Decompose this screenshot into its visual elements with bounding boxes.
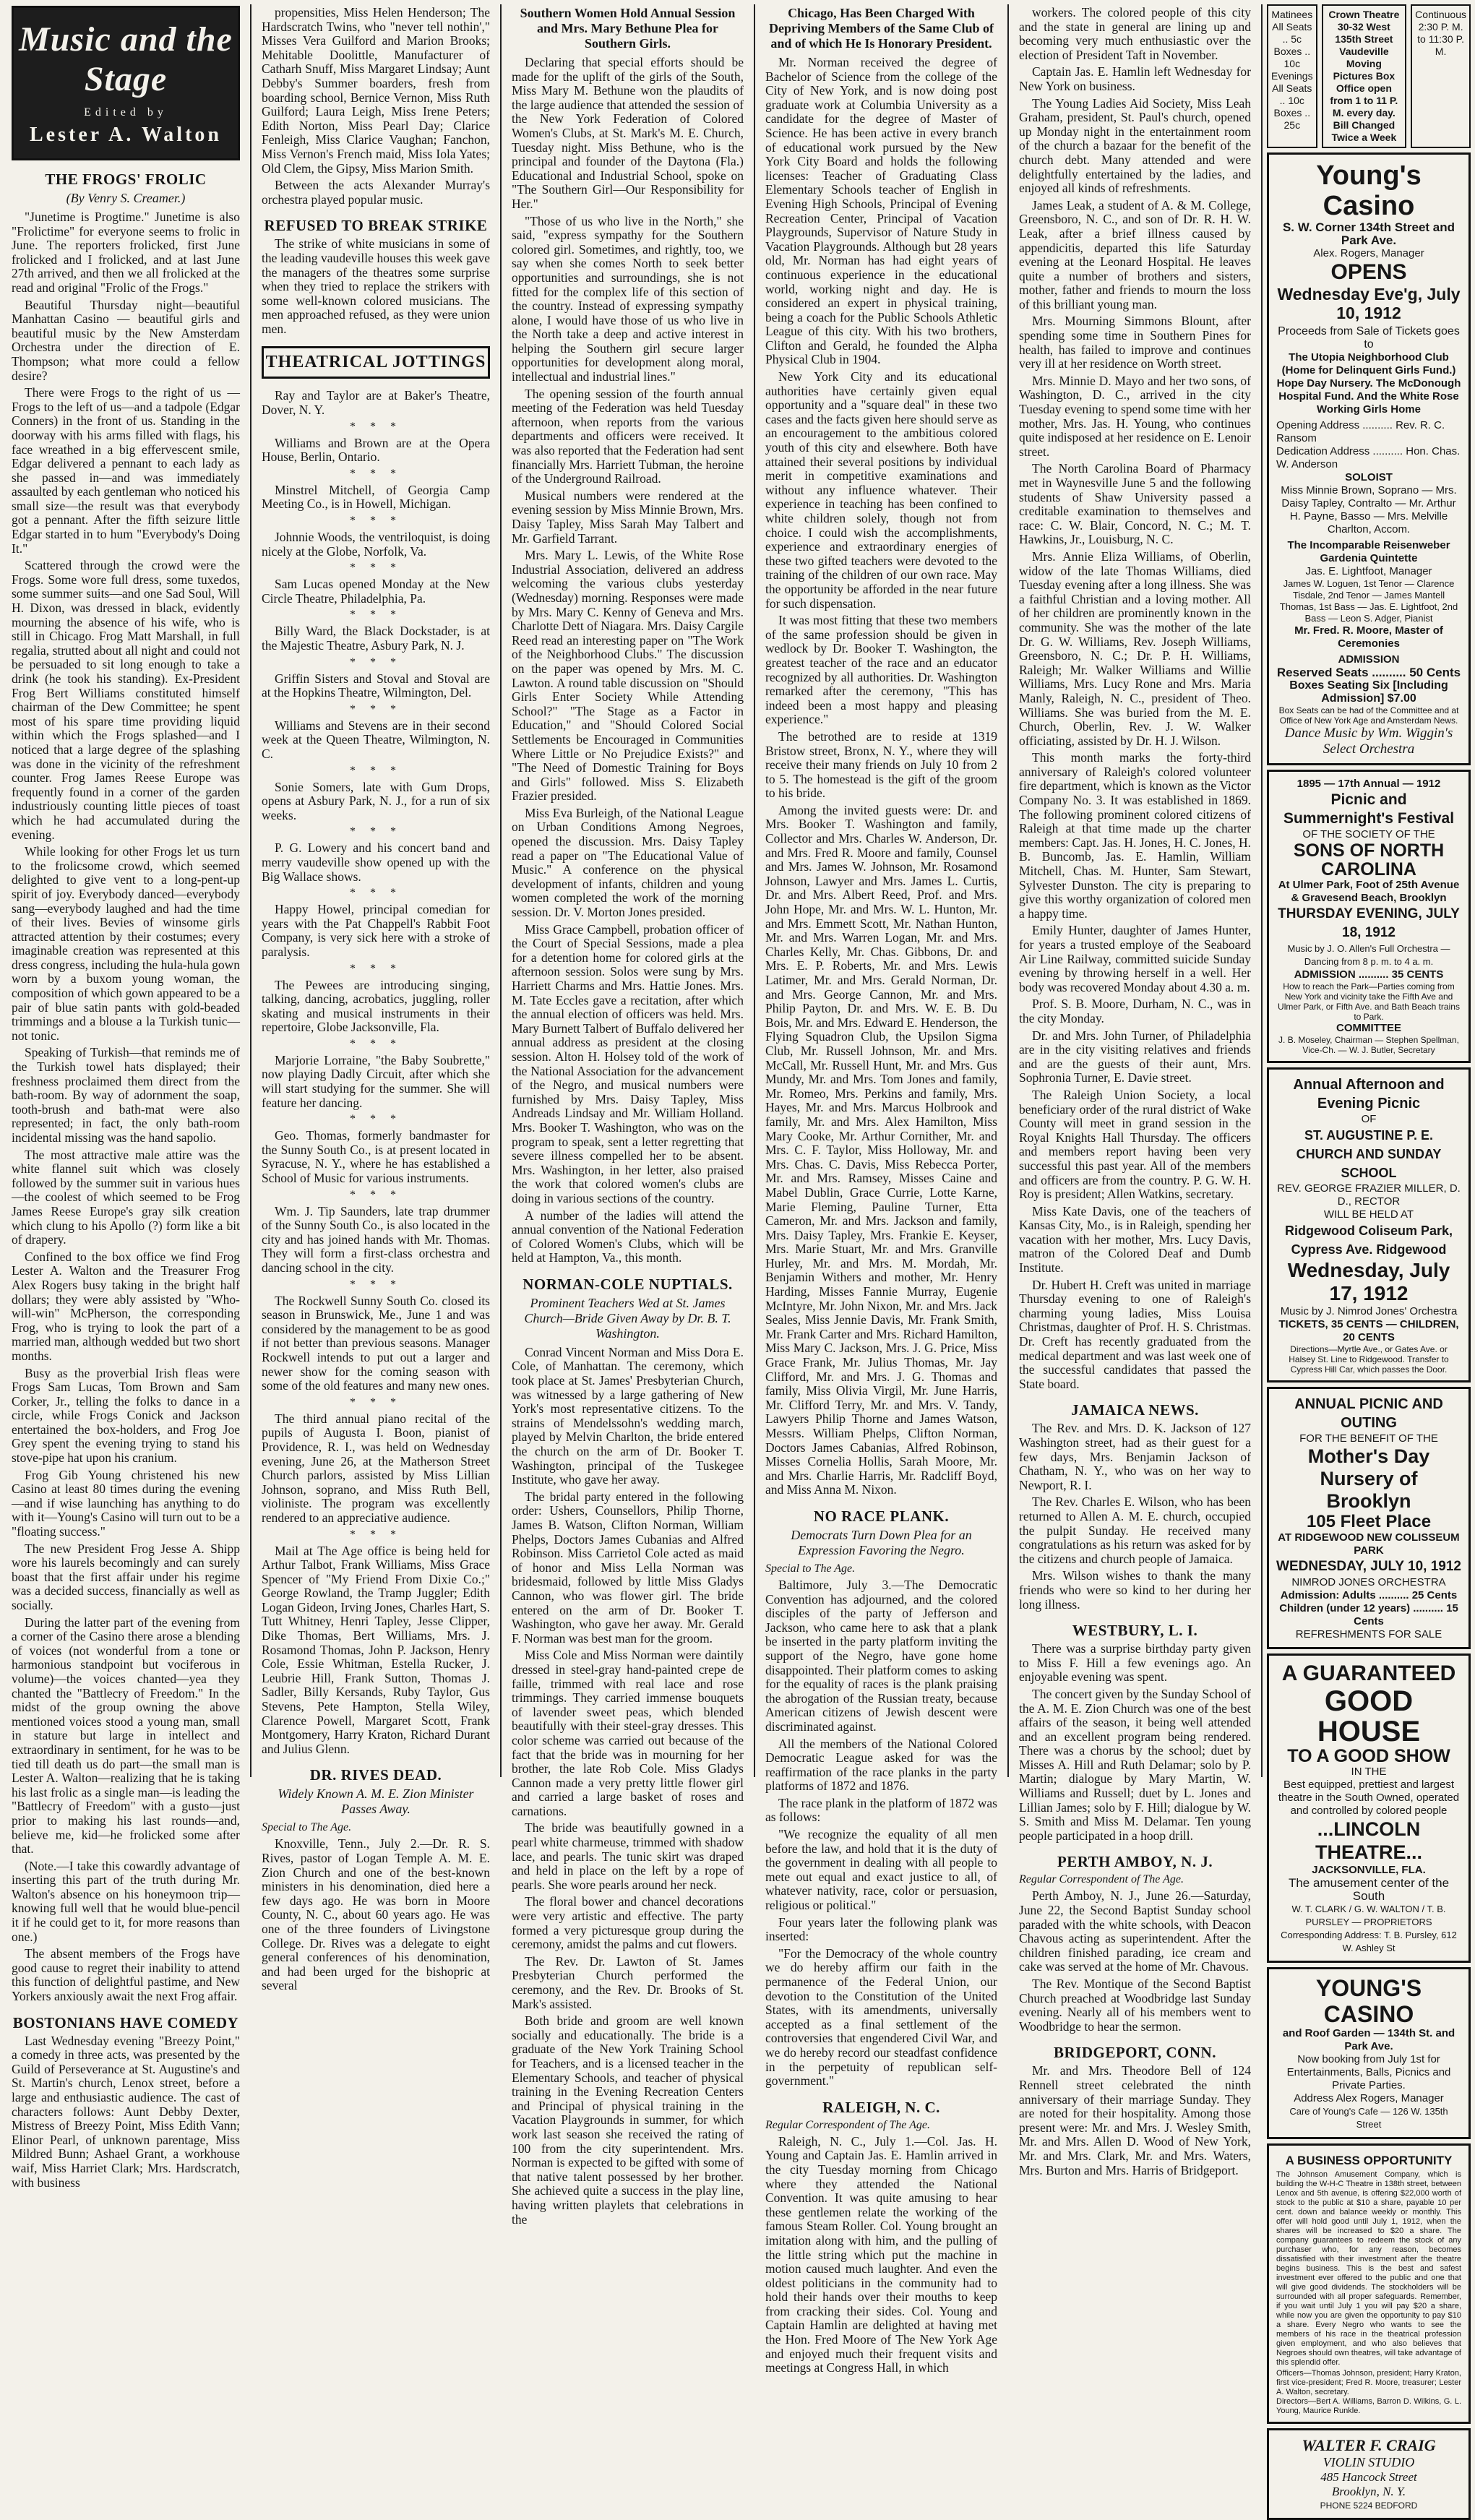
rives-dateline: Special to The Age. (262, 1821, 352, 1834)
masthead-editor: Lester A. Walton (30, 124, 222, 146)
paragraph: The betrothed are to reside at 1319 Bristow street, Bronx, N. Y., where they will receive their many friends on July 10 from 2 to 5. The homestead is the gift of the groom to his bride. (765, 728, 997, 801)
paragraph: Mrs. Minnie D. Mayo and her two sons, of Washington, D. C., arrived in the city Tuesday evening to spend some time with her mother, Mrs. Jas. H. Young, who continues quite indisposed at her residence on E. Lenoir street. (1019, 373, 1251, 459)
rives-subheadline: Widely Known A. M. E. Zion Minister Passes Away. (278, 1786, 474, 1817)
race-plank-headline: NO RACE PLANK. (813, 1507, 950, 1525)
picnic1-of: OF THE SOCIETY OF THE (1302, 828, 1435, 840)
picnic1-directions: How to reach the Park—Parties coming from New York and vicinity take the Fifth Ave and Ulmer Park, or Fifth Ave. and Bath Beach trains to Park. (1278, 981, 1460, 1022)
paragraph: Baltimore, July 3.—The Democratic Convention has adjourned, and the colored disciples of the party of Jefferson and Jackson, who came here to ask that a plank be inserted in the party platform inviting the support of the Negro, have gone home disappointed. Their platform comes to asking for the equality of races is the plank praising the abrogation of the Russian treaty, because American citizens of Jewish descent were discriminated against. (765, 1577, 997, 1734)
paragraph: This month marks the forty-third anniversary of Raleigh's colored volunteer fire department, which is known as the Victor Company No. 3. It was established in 1869. The following prominent colored citizens of Raleigh at that time made up the charter members: Capt. Jas. H. Jones, H. C. Jones, H. B. Buncomb, Jas. E. Hamlin, William Mitchell, Chas. M. Hunter, Sam Stewart, Sylvester Dunston. The city is preparing to give this worthy organization of colored men a happy time. (1019, 750, 1251, 921)
race-plank-dateline: Special to The Age. (765, 1562, 856, 1575)
bridgeport-headline: BRIDGEPORT, CONN. (1054, 2044, 1216, 2062)
craig-name: WALTER F. CRAIG (1302, 2436, 1436, 2454)
casino-soloists-label: SOLOIST (1345, 471, 1393, 483)
paragraph: A number of the ladies will attend the annual convention of the National Federation of Colored Women's Clubs, which will be held at Hampton, Va., this month. (512, 1208, 744, 1265)
perth-amboy-dateline: Regular Correspondent of The Age. (1019, 1873, 1184, 1886)
paragraph: "Junetime is Progtime." Junetime is also "Frolictime" for everyone seems to frolic in June. The reporters frolicked, first June frolicked and I frolicked, and at last June 27th arrived, and then we all frolicked at the read and original "Frolic of the Frogs." (12, 210, 240, 295)
paragraph: Musical numbers were rendered at the evening session by Miss Minnie Brown, Mrs. Daisy Tapley, Miss Sarah May Talbert and Mr. Garfield Tarrant. (512, 488, 744, 546)
paragraph: Miss Eva Burleigh, of the National League on Urban Conditions Among Negroes, opened the discussion. Mrs. Daisy Tapley read a paper on "The Educational Value of Music." A conference on the physical development of infants, children and young women completed the work of the morning session. Dr. V. Morton Jones presided. (512, 805, 744, 920)
paragraph: "We recognize the equality of all men before the law, and hold that it is the duty of the government in dealing with all people to mete out equal and exact justice to all, of whatever nativity, race, color or persuasion, religious or political." (765, 1827, 997, 1913)
paragraph: Mrs. Mary L. Lewis, of the White Rose Industrial Association, delivered an address welcoming the various clubs yesterday (Wednesday) morning. Responses were made by Mrs. Mary C. Kenny of Geneva and Mrs. Charlotte Dett of Niagara. Mrs. Daisy Cargile Reed read an interesting paper on "The Work of the Neighborhood Clubs." The discussion on the paper was opened by Mrs. M. C. Lawton. A round table discussion on "Should Girls Enter Society While Attending School?" "The Stage as a Factor in Education," and "Should Colored Social Settlements be Encouraged in Communities Where Little or No Prejudice Exists?" and "The Need of Domestic Training for Boys and Girls" followed. Miss S. Elizabeth Frazier presided. (512, 548, 744, 804)
perth-amboy-headline: PERTH AMBOY, N. J. (1057, 1853, 1213, 1871)
casino-box-note: Box Seats can be had of the Committee and at Office of New York Age and Amsterdam News. (1278, 705, 1459, 726)
federation-subheadline: Southern Women Hold Annual Session and Mrs. Mary Bethune Plea for Southern Girls. (520, 6, 736, 51)
paragraph: The Rev. Charles E. Wilson, who has been returned to Allen A. M. E. church, occupied the pulpit Sunday. He received many congratulations as his return was asked for by the citizens and church people of Jamaica. (1019, 1495, 1251, 1566)
paragraph: Conrad Vincent Norman and Miss Dora E. Cole, of Manhattan. The ceremony, which took place at St. James' Presbyterian Church, was witnessed by a large gathering of New York's most representative citizens. To the strains of Mendelssohn's wedding march, played by Melvin Charlton, the bride entered the church on the arm of Dr. Booker T. Washington, principal of the Tuskegee Institute, who gave her away. (512, 1344, 744, 1487)
paragraph: Scattered through the crowd were the Frogs. Some wore full dress, some tuxedos, some summer suits—and one Sad Soul, Will H. Dixon, was dressed in black, evidently mourning the absence of his wife, who is still in Chicago. Frog Matt Marshall, in full regalia, strutted about all night and could not be persuaded to sit long enough to take a drink (he took his standing). Ex-President Frog Bert Williams constituted himself chairman of the Dew Committee; he spent most of his spare time providing liquid within which the Frogs splashed—and I noticed that a large degree of the splashing was done in the vicinity of the refreshment counter. Frog James Reese Europe was frequently found in a corner of the garden industriously counting little pieces of toast which he had accumulated during the evening. (12, 558, 240, 842)
paragraph: Four years later the following plank was inserted: (765, 1914, 997, 1944)
jotting-item: Johnnie Woods, the ventriloquist, is doing nicely at the Globe, Norfolk, Va. (262, 530, 490, 559)
picnic3-refreshments: REFRESHMENTS FOR SALE (1295, 1628, 1442, 1640)
paragraph: During the latter part of the evening from a corner of the Casino there arose a blending of voices (not wonderful from a tone or harmonious standpoint but vociferous in volume)—the voices chanted—yea they chanted the "Battlecry of Freedom." In the midst of the group owning the above mentioned voices stood a young man, small in stature but large in intellect and extraordinary in sentiment, for he was to be tied till death us do part—the small man is Lester A. Walton—realizing that he is taking his last frolic as a single man—is leading the "Battlecry of Freedom" with a gusto—just prior to making his last rounds—and, believe me, kid—he frolicked some after that. (12, 1614, 240, 1857)
paragraph: workers. The colored people of this city and the state in general are lining up and becoming very much enthusiastic over the election of President Taft in November. (1019, 5, 1251, 62)
craig-studio: VIOLIN STUDIO (1323, 2455, 1415, 2469)
separator: * * * (350, 702, 402, 715)
paragraph: Emily Hunter, daughter of James Hunter, for years a trusted employe of the Seaboard Air Line Railway, committed suicide Sunday evening by throwing herself in a well. Her body was recovered Monday about 4.30 a. m. (1019, 923, 1251, 994)
paragraph: The concert given by the Sunday School of the A. M. E. Zion Church was one of the best affairs of the season, it being well attended and an excellent program being rendered. There was a chorus by the school; duet by Misses A. Hill and Ruth Delamar; solo by P. Martin; dialogue by Mary Martin, W. Williams and Russell; duet by L. Jones and Lillian James; solo by F. Hill; dialogue by W. S. Smith and Miss M. Delamar. Ten young people participated in a hoop drill. (1019, 1686, 1251, 1843)
jotting-item: Griffin Sisters and Stoval and Stoval are at the Hopkins Theatre, Wilmington, Del. (262, 671, 490, 700)
picnic2-music: Music by J. Nimrod Jones' Orchestra (1280, 1305, 1458, 1317)
paragraph: Speaking of Turkish—that reminds me of the Turkish towel hats displayed; their freshness proclaimed them direct from the bath-room. By way of adornment the soap, tooth-brush and bath-mat were also represented; in fact, the only bath-room incidental missing was the hand sapolio. (12, 1045, 240, 1145)
lincoln-center: The amusement center of the South (1288, 1876, 1450, 1903)
picnic2-held: WILL BE HELD AT (1323, 1208, 1414, 1221)
separator: * * * (350, 1528, 402, 1541)
picnic1-title: Picnic and Summernight's Festival (1283, 791, 1455, 827)
casino-beneficiaries: The Utopia Neighborhood Club (Home for Delinquent Girls Fund.) Hope Day Nursery. The McDonough Hospital Fund. And the White Rose Working Girls Home (1276, 351, 1461, 416)
paragraph: Raleigh, N. C., July 1.—Col. Jas. H. Young and Captain Jas. E. Hamlin arrived in the city Tuesday morning from Chicago where they attended the National Convention. It was quite amusing to hear these gentlemen relate the working of the famous Steam Roller. Col. Young brought an imitation along with him, and the pulling of the little string which put the machine in motion caused much laughter. And even the oldest politicians in the community had to hold their hands over their mouths to keep from cracking their sides. Col. Young and Captain Hamlin are delighted at having met the Hon. Fred Moore of The New York Age and enjoyed much their frequent visits and meetings at Congress Hall, in which (765, 2133, 997, 2375)
casino-quintette: The Incomparable Reisenweber Gardenia Quintette (1287, 539, 1450, 564)
paragraph: There were Frogs to the right of us —Frogs to the left of us—and a tadpole (Edgar Conners) in the front of us. Standing in the doorway with his arms filled with flags, his face wreathed in a big effervescent smile, Edgar delivered a pennant to each lady as she passed in—and was immediately assaulted by each gentleman who noticed his small size—the result was that everybody got a pennant. After the fifth seizure little Edgar started in to hum "Everybody's Doing It." (12, 385, 240, 556)
separator: * * * (350, 825, 402, 838)
jotting-item: Happy Howel, principal comedian for years with the Pat Chappell's Rabbit Foot Company, is very sick here with a stroke of paralysis. (262, 902, 490, 959)
westbury-headline: WESTBURY, L. I. (1072, 1622, 1198, 1640)
raleigh-dateline: Regular Correspondent of The Age. (765, 2118, 930, 2131)
paragraph: The absent members of the Frogs have good cause to regret their inability to attend this function of delightful pastime, and New Yorkers anxiously await the next Frog affair. (12, 1946, 240, 2004)
jotting-item: The Pewees are introducing singing, talking, dancing, acrobatics, juggling, roller skating and musical instruments in their repertoire, Globe Jacksonville, Fla. (262, 977, 490, 1035)
jotting-item: Billy Ward, the Black Dockstader, is at the Majestic Theatre, Asbury Park, N. J. (262, 624, 490, 653)
paragraph: Mr. Norman received the degree of Bachelor of Science from the college of the City of New York, and is now doing post graduate work at Columbia University as a candidate for the degree of Master of Science. He has been active in every branch of educational work pursued by the New York City Board and holds the following licenses: Teacher of Graduating Class Elementary Schools teacher of English in Evening High Schools, Principal of Evening Recreation Center, Principal of Vacation Playgrounds, Supervisor of Nature Study in Vacation Playgrounds. Although but 28 years old, Mr. Norman has had eight years of continuous experience in the educational world, working night and day. He is considered an expert in physical training, being a coach for the Public Schools Athletic League of this city. With his two brothers, Clifton and Gerald, he founded the Alpha Physical Club in 1904. (765, 55, 997, 367)
picnic3-title: ANNUAL PICNIC AND OUTING (1294, 1396, 1443, 1431)
paragraph: New York City and its educational authorities have certainly given equal opportunity and a "square deal" in these two cases and the facts given here should serve as an encouragement to the ambitious colored youth of this city and elsewhere. Both have attained their several positions by individual merit in competitive examinations and without any influence whatever. Their experience in teaching has been confined to white children solely, though not from choice. I could wish the accomplishments, experience and extraordinary energies of these two gifted teachers were devoted to the training of the children of our own race. May the opportunity be afforded in the near future for such dispensation. (765, 369, 997, 611)
casino-opening-address: Opening Address .......... Rev. R. C. Ransom (1276, 419, 1445, 444)
separator: * * * (350, 420, 402, 433)
raleigh-headline: RALEIGH, N. C. (822, 2098, 940, 2116)
opportunity-text: The Johnson Amusement Company, which is building the W-H-C Theatre in 138th street, between Lenox and 5th avenue, is offering $22,000 worth of stock to the public at $10 a share, payable 10 per cent. down and balance weekly or monthly. This offer will hold good until July 1, 1912, when the shares will be increased to $20 a share. The company guarantees to redeem the stock of any purchaser who, for any reason, becomes dissatisfied with their investment after the theatre begins business. This is the best and safest investment ever offered to the public and one that will give good dividends. The stockholders will be surrounded with all proper safeguards. Remember, if you wait until July 1 you will pay $20 a share, while now you are given the opportunity to pay $10 a share. Every Negro who wants to see the members of his race in the theatrical profession given employment, and who also believes that Negroes should own theatres, will take advantage of this splendid offer. (1276, 2170, 1461, 2367)
lincoln-theatre-ad (1267, 1654, 1471, 1963)
opportunity-officers: Officers—Thomas Johnson, president; Harry Kraton, first vice-president; Fred R. Moore, treasurer; Lester A. Walton, secretary. (1276, 2369, 1461, 2396)
paragraph: Prof. S. B. Moore, Durham, N. C., was in the city Monday. (1019, 997, 1251, 1025)
paragraph: The North Carolina Board of Pharmacy met in Waynesville June 5 and the following students of Shaw University passed a creditable examination to themselves and race: C. W. Blair, Concord, N. C.; M. T. Hawkins, Jr., Louisburg, N. C. (1019, 461, 1251, 547)
casino-quintette-manager: Jas. E. Lightfoot, Manager (1305, 565, 1432, 577)
paragraph: The opening session of the fourth annual meeting of the Federation was held Tuesday afternoon, when reports from the various departments and officers were received. It was also reported that the Federation had sent financially Mrs. Harriett Tubman, the heroine of the Underground Railroad. (512, 386, 744, 486)
masthead (12, 6, 240, 160)
paragraph: The race plank in the platform of 1872 was as follows: (765, 1795, 997, 1825)
separator: * * * (350, 887, 402, 900)
paragraph: The Rev. Montique of the Second Baptist Church preached at Woodbridge last Sunday evening. Nearly all of his members went to Woodbridge to hear the sermon. (1019, 1977, 1251, 2034)
paragraph: Miss Cole and Miss Norman were daintily dressed in steel-gray hand-painted crepe de faille, trimmed with real lace and rose trimmings. They carried immense bouquets of lavender sweet peas, which blended beautifully with their steel-gray dresses. This color scheme was carried out because of the fact that the bride was in mourning for her brother, the late Rob Cole. Miss Gladys Cannon made a very pretty little flower girl and carried a large basket of roses and carnations. (512, 1648, 744, 1818)
walter-craig-violin-ad (1267, 2428, 1471, 2520)
jamaica-headline: JAMAICA NEWS. (1071, 1401, 1199, 1419)
picnic2-park: Ridgewood Coliseum Park, Cypress Ave. Ridgewood (1284, 1224, 1453, 1257)
paragraph: The Young Ladies Aid Society, Miss Leah Graham, president, St. Paul's church, opened up Monday night in the entertainment room of the church a bazaar for the benefit of the church debt. Many attended and were delightfully entertained by the ladies, and enjoyed all kinds of refreshments. (1019, 95, 1251, 196)
paragraph: Between the acts Alexander Murray's orchestra played popular music. (262, 178, 490, 207)
picnic3-children: Children (under 12 years) .......... 15 Cents (1279, 1602, 1458, 1627)
crown-theatre-box: Crown Theatre 30-32 West 135th Street Vaudeville Moving Pictures Box Office open from 1 to 11 P. M. every day. Bill Changed Twice a Week (1322, 4, 1407, 148)
separator: * * * (350, 467, 402, 480)
separator: * * * (350, 962, 402, 975)
paragraph: The most attractive male attire was the white flannel suit which was closely followed by the summer suit in various hues—the coolest of which seemed to be Frog James Reese Europe's gray silk creation which clung to his Apollo (?) form like a bit of drapery. (12, 1147, 240, 1247)
lincoln-good-show: TO A GOOD SHOW (1287, 1746, 1450, 1766)
casino-master-of-ceremonies: Mr. Fred. R. Moore, Master of Ceremonies (1294, 624, 1443, 650)
opportunity-title: A BUSINESS OPPORTUNITY (1285, 2154, 1453, 2167)
business-opportunity-ad (1267, 2143, 1471, 2424)
picnic1-committee: J. B. Moseley, Chairman — Stephen Spellman, Vice-Ch. — W. J. Butler, Secretary (1278, 1035, 1459, 1055)
paragraph: It was most fitting that these two members of the same profession should be given in wedlock by Dr. Booker T. Washington, the greatest teacher of the race and an educator recognized by all authorities. Dr. Washington remarked after the ceremony, "This has indeed been a most happy and pleasing experience." (765, 613, 997, 727)
picnic2-title: Annual Afternoon and Evening Picnic (1293, 1077, 1445, 1111)
picnic2-directions: Directions—Myrtle Ave., or Gates Ave. or Halsey St. Line to Ridgewood. Transfer to Cypress Hill Car, which passes the Door. (1289, 1344, 1449, 1375)
picnic2-tickets: TICKETS, 35 CENTS — CHILDREN, 20 CENTS (1278, 1318, 1459, 1343)
paragraph: Dr. and Mrs. John Turner, of Philadelphia are in the city visiting relatives and friends and are the guests of their aunt, Mrs. Sophronia Turner, E. Davie street. (1019, 1028, 1251, 1085)
jotting-item: Sonie Somers, late with Gum Drops, opens at Asbury Park, N. J., for a run of six weeks. (262, 779, 490, 822)
column-rule (250, 4, 251, 1777)
nuptials-subheadline: Prominent Teachers Wed at St. James Church—Bride Given Away by Dr. B. T. Washington. (524, 1295, 731, 1341)
paragraph: Captain Jas. E. Hamlin left Wednesday for New York on business. (1019, 64, 1251, 93)
jottings-list (262, 389, 490, 1756)
separator: * * * (350, 562, 402, 575)
lincoln-owners: W. T. CLARK / G. W. WALTON / T. B. PURSLEY — PROPRIETORS (1291, 1904, 1446, 1927)
column-2 (253, 0, 499, 1993)
separator: * * * (350, 515, 402, 528)
mothers-day-nursery-ad (1267, 1387, 1471, 1649)
column-rule (1261, 4, 1263, 1777)
jotting-item: Geo. Thomas, formerly bandmaster for the Sunny South Co., is at present located in Syracuse, N. Y., where he has established a School of Music for various instruments. (262, 1128, 490, 1186)
jotting-item: Sam Lucas opened Monday at the New Circle Theatre, Philadelphia, Pa. (262, 577, 490, 606)
casino-address: S. W. Corner 134th Street and Park Ave. (1282, 220, 1455, 247)
paragraph: The bridal party entered in the following order: Ushers, Counsellors, Philip Thorne, James B. Watson, Clifton Norman, William Phelps, Doctors James Cubanias and Alfred Robinson. Miss Carrietol Cole acted as maid of honor and Miss Lella Norman was bridesmaid, followed by little Miss Gladys Cannon, who was flower girl. The bride entered on the arm of Dr. Booker T. Washington, who gave her away. Mr. Gerald F. Norman was best man for the groom. (512, 1489, 744, 1646)
paragraph: All the members of the National Colored Democratic League asked for was the reaffirmation of the race planks in the party platforms of 1872 and 1876. (765, 1736, 997, 1794)
separator: * * * (350, 1037, 402, 1050)
race-plank-subheadline: Democrats Turn Down Plea for an Expression Favoring the Negro. (791, 1527, 972, 1557)
casino2-booking: Now booking from July 1st for Entertainments, Balls, Picnics and Private Parties. (1286, 2053, 1451, 2091)
casino-dedication-address: Dedication Address .......... Hon. Chas. W. Anderson (1276, 445, 1461, 470)
separator: * * * (350, 1188, 402, 1201)
casino-reserved-seats: Reserved Seats .......... 50 Cents (1276, 666, 1461, 679)
paragraph: (Note.—I take this cowardly advantage of inserting this part of the truth during Mr. Walton's absence on his honeymoon trip—knowing full well that he would blue-pencil it if he could get to it, for more reasons than one.) (12, 1858, 240, 1944)
casino-proceeds: Proceeds from Sale of Tickets goes to (1278, 325, 1460, 351)
paragraph: Mrs. Mourning Simmons Blount, after spending some time in Southern Pines for health, has failed to improve and continues very ill at her residence on Worth street. (1019, 314, 1251, 371)
paragraph: Miss Kate Davis, one of the teachers of Kansas City, Mo., is in Raleigh, spending her vacation with her mother, Mrs. Lucy Davis, matron of the Colored Deaf and Dumb Institute. (1019, 1203, 1251, 1276)
separator: * * * (350, 655, 402, 668)
casino-date: Wednesday Eve'g, July 10, 1912 (1277, 285, 1461, 322)
paragraph: Knoxville, Tenn., July 2.—Dr. R. S. Rives, pastor of Logan Temple A. M. E. Zion Church and one of the best-known ministers in his denomination, died here a few days ago. He was born in Moore County, N. C., about 60 years ago. He was one of the three founders of Livingstone College. Dr. Rives was a delegate to eight general conferences of his denomination, and had been urged for the bishopric at several (262, 1836, 490, 1993)
lincoln-best: Best equipped, prettiest and largest theatre in the South Owned, operated and controlled by colored people (1278, 1779, 1460, 1817)
paragraph: Confined to the box office we find Frog Lester A. Walton and the Treasurer Frog Alex Rogers busy taking in the bright half dollars; they were ably assisted by "Who-will-win" McPherson, the corresponding Frog, who is trying to look the part of a married man, although wedded but two short months. (12, 1249, 240, 1363)
youngs-casino-opening-ad (1267, 152, 1471, 765)
advertisements-column (1264, 0, 1475, 2511)
separator: * * * (350, 764, 402, 777)
casino-admission-label: ADMISSION (1338, 653, 1400, 666)
column-rule (500, 4, 502, 1777)
picnic3-nursery: Mother's Day Nursery of Brooklyn (1307, 1445, 1430, 1512)
paragraph: Mrs. Wilson wishes to thank the many friends who were so kind to her during her long illness. (1019, 1568, 1251, 1612)
casino-dance-music: Dance Music by Wm. Wiggin's Select Orchestra (1284, 726, 1453, 757)
strike-headline: REFUSED TO BREAK STRIKE (264, 217, 488, 235)
column-3 (503, 0, 752, 2227)
paragraph: While looking for other Frogs let us turn to the frolicsome crowd, which seemed delighted to give vent to a long-pent-up spirit of joy. Everybody danced—everybody sang—everybody laughed and had the time of their lives. Bevies of winsome girls attracted attention by their costumes; every imaginable creation was represented at this dress congress, including the hula-hula gown worn by a buxom young woman, the composition of which gown appeared to be a pair of blue satin pants with gold-beaded trimmings and a blouse a la Turkish tunic—not tonic. (12, 844, 240, 1043)
separator: * * * (350, 1113, 402, 1126)
paragraph: There was a surprise birthday party given to Miss F. Hill a few evenings ago. An enjoyable evening was spent. (1019, 1641, 1251, 1685)
casino2-address: Address Alex Rogers, Manager (1294, 2092, 1444, 2104)
norman-subheadline: Chicago, Has Been Charged With Depriving Members of the Same Club of and of which He Is Honorary President. (769, 6, 994, 51)
picnic3-adults: Admission: Adults .......... 25 Cents (1280, 1589, 1458, 1601)
picnic1-date: THURSDAY EVENING, JULY 18, 1912 (1278, 906, 1460, 940)
separator: * * * (350, 1396, 402, 1409)
jotting-item: Williams and Stevens are in their second week at the Queen Theatre, Wilmington, N. C. (262, 718, 490, 761)
casino-title: Young's Casino (1316, 160, 1422, 221)
sons-of-north-carolina-ad (1267, 770, 1471, 1063)
paragraph: Perth Amboy, N. J., June 26.—Saturday, June 22, the Second Baptist Sunday school paraded with the white schools, with Deacon Chavous acting as superintendent. After the children finished parading, ice cream and cake was served at the home of Mr. Chavous. (1019, 1888, 1251, 1974)
lincoln-good-house: GOOD HOUSE (1317, 1685, 1421, 1747)
paragraph: Mrs. Annie Eliza Williams, of Oberlin, widow of the late Thomas Williams, died Tuesday evening after a long illness. She was a faithful Christian and a loving mother. All of her children are prominently known in the community. She was the mother of the late Dr. G. W. Williams, Rev. Joseph Williams, Greensboro, N. C.; Dr. P. H. Williams, Raleigh; Mr. Walker Williams and Willie Williams, Mrs. Lucy Rone and Mrs. Maria Manly, Raleigh, N. C., president of Theo. Williams. She was buried from the M. E. Church, Oberlin, Rev. J. W. Walker officiating, assisted by Dr. H. J. Wilson. (1019, 549, 1251, 748)
paragraph: The Rev. and Mrs. D. K. Jackson of 127 Washington street, had as their guest for a few days, Mrs. Benjamin Jackson of Chatham, N. Y., who was on her way to Newport, R. I. (1019, 1421, 1251, 1492)
picnic3-date: WEDNESDAY, JULY 10, 1912 (1276, 1559, 1461, 1574)
paragraph: Busy as the proverbial Irish fleas were Frogs Sam Lucas, Tom Brown and Sam Corker, Jr., telling the folks to dance in a circle, while Frogs Conick and Jackson entertained the box-holders, and Frog Joe Grey spent the evening trying to stand his stove-pipe hat upon his cranium. (12, 1365, 240, 1466)
youngs-casino-roof-garden-ad (1267, 1967, 1471, 2139)
picnic1-years: 1895 — 17th Annual — 1912 (1296, 778, 1441, 790)
paragraph: The bride was beautifully gowned in a pearl white charmeuse, trimmed with shadow lace, and pearls. The tunic skirt was draped and held in place on the left by a rope of pearls. She wore pearls around her neck. (512, 1820, 744, 1892)
casino-singers: Miss Minnie Brown, Soprano — Mrs. Daisy Tapley, Contralto — Mr. Arthur H. Payne, Basso — Mrs. Melville Charlton, Accom. (1281, 484, 1457, 536)
lincoln-guaranteed: A GUARANTEED (1281, 1661, 1456, 1685)
lincoln-address: Corresponding Address: T. B. Pursley, 612 W. Ashley St (1281, 1930, 1457, 1953)
picnic3-orchestra: NIMROD JONES ORCHESTRA (1291, 1576, 1446, 1588)
paragraph: Beautiful Thursday night—beautiful Manhattan Casino — beautiful girls and beautiful music by the New Amsterdam Orchestra under the direction of E. Thompson; what more could a fellow desire? (12, 297, 240, 383)
ticket-prices: Matinees All Seats .. 5c Boxes .. 10c Evenings All Seats .. 10c Boxes .. 25c (1267, 4, 1317, 148)
column-5 (1010, 0, 1260, 2177)
jotting-item: Mail at The Age office is being held for Arthur Talbot, Frank Williams, Miss Grace Spencer of "My Friend From Dixie Co.;" George Rowland, the Tramp Juggler; Edith Logan Gideon, Irving Jones, Charles Hart, S. Tutt Whitney, Henri Tapley, Jesse Clipper, Dike Thomas, Bert Williams, Mrs. J. Rosamond Thomas, John P. Jackson, Henry Cole, Essie Whitman, Estella Rucker, J. Leubrie Hill, Frank Sutton, Thomas J. Sadler, Billy Kersands, Ruby Taylor, Gus Stevens, Pete Hampton, Stella Wiley, Clarence Powell, Margaret Scott, Frank Montgomery, Harry Kraton, Richard Durant and Julius Glenn. (262, 1543, 490, 1756)
picnic3-place: AT RIDGEWOOD NEW COLISSEUM PARK (1278, 1531, 1460, 1557)
paragraph: Last Wednesday evening "Breezy Point," a comedy in three acts, was presented by the Guild of Perseverance at St. Augustine's and St. Martin's church, Lenox street, before a large and enthusiastic audience. The cast of characters follows: Aunt Debby Dexter, Mistress of Breezy Point, Miss Edith Vann; Elinor Pearl, of unknown parentage, Miss Mildred Bunn; Ashael Grant, a workhouse waif, Miss Harriet Clark; Mrs. Hardscratch, with business (12, 2033, 240, 2190)
craig-phone: PHONE 5224 BEDFORD (1320, 2500, 1418, 2511)
paragraph: Mr. and Mrs. Theodore Bell of 124 Rennell street celebrated the ninth anniversary of their marriage Sunday. They are noted for their hospitality. Among those present were: Mr. and Mrs. J. Wesley Smith, Mr. and Mrs. Allen D. Wood of New York, Mr. and Mrs. Clark, Mr. and Mrs. Waters, Mrs. Burton and Mrs. Harris of Bridgeport. (1019, 2063, 1251, 2177)
picnic1-music: Music by J. O. Allen's Full Orchestra — Dancing from 8 p. m. to 4 a. m. (1287, 943, 1450, 967)
paragraph: "Those of us who live in the North," she said, "express sympathy for the Southern colored girl. Sometimes, and rightly, too, we say when she comes North to seek better opportunities and surroundings, she is not fitted for the complex life of this section of the country. Instead of expressing sympathy alone, I would have those of us who live in the North take a deep and active interest in helping the Southern girl secure larger opportunities for development along moral, intellectual and industrial lines." (512, 213, 744, 384)
column-rule (1007, 4, 1009, 1777)
crown-theatre-ad (1267, 4, 1471, 148)
column-1 (3, 0, 249, 2190)
jotting-item: Williams and Brown are at the Opera House, Berlin, Ontario. (262, 435, 490, 465)
casino-boxes: Boxes Seating Six [Including Admission] $7.00 (1289, 679, 1448, 705)
paragraph: The Rev. Dr. Lawton of St. James Presbyterian Church performed the ceremony, and the Rev. Dr. Brooks of St. Mark's assisted. (512, 1953, 744, 2011)
lincoln-city: JACKSONVILLE, FLA. (1312, 1864, 1426, 1876)
paragraph: The Raleigh Union Society, a local beneficiary order of the rural district of Wake County will meet in grand session in the Royal Knights Hall Thursday. The officers and members report having been very successful this past year. All of the members and officers are from the country. P. G. W. H. Roy is president; Allen Watkins, secretary. (1019, 1087, 1251, 1202)
picnic1-admission: ADMISSION .......... 35 CENTS (1294, 968, 1444, 981)
rives-headline: DR. RIVES DEAD. (309, 1766, 442, 1784)
column-4 (757, 0, 1006, 2375)
jotting-item: Marjorie Lorraine, "the Baby Soubrette," now playing Dadly Circuit, after which she will start studying for the summer. She will feature her dancing. (262, 1052, 490, 1110)
picnic1-place: At Ulmer Park, Foot of 25th Avenue & Gravesend Beach, Brooklyn (1278, 879, 1460, 904)
picnic2-church: ST. AUGUSTINE P. E. CHURCH AND SUNDAY SCHOOL (1296, 1128, 1442, 1180)
jotting-item: The Rockwell Sunny South Co. closed its season in Brunswick, Me., June 1 and was considered by the management to be as good if not better than previous seasons. Manager Rockwell intends to put out a larger and newer show for the coming season with some of the old features and many new ones. (262, 1293, 490, 1393)
picnic1-society: SONS OF NORTH CAROLINA (1293, 840, 1445, 880)
picnic1-committee-label: COMMITTEE (1336, 1022, 1401, 1034)
bostonians-headline: BOSTONIANS HAVE COMEDY (12, 2013, 239, 2031)
paragraph: The new President Frog Jesse A. Shipp wore his laurels becomingly and can surely boast that the first affair under his regime was a decided success, financially as well as socially. (12, 1541, 240, 1612)
lincoln-in-the: IN THE (1351, 1766, 1387, 1778)
casino-manager: Alex. Rogers, Manager (1313, 247, 1424, 259)
separator: * * * (350, 609, 402, 622)
craig-address: 485 Hancock Street (1320, 2470, 1417, 2484)
continuous-hours: Continuous 2:30 P. M. to 11:30 P. M. (1411, 4, 1471, 148)
craig-city: Brooklyn, N. Y. (1331, 2485, 1406, 2498)
paragraph: The floral bower and chancel decorations were very artistic and effective. The party formed a very picturesque group during the ceremony, amidst the palms and cut flowers. (512, 1894, 744, 1952)
frogs-frolic-headline: THE FROGS' FROLIC (45, 171, 207, 188)
frogs-frolic-article (12, 210, 240, 2004)
picnic3-for: FOR THE BENEFIT OF THE (1299, 1432, 1438, 1445)
paragraph: Dr. Hubert H. Creft was united in marriage Thursday evening to one of Raleigh's charming young ladies, Miss Louisa Christmas, daughter of Prof. H. S. Christmas. Dr. Creft has recently graduated from the medical department and was last week one of the successful candidates that passed the State board. (1019, 1277, 1251, 1391)
jotting-item: Wm. J. Tip Saunders, late trap drummer of the Sunny South Co., is also located in the city and has joined hands with Mr. Thomas. They will form a first-class orchestra and dancing school in the city. (262, 1203, 490, 1275)
picnic2-rector: REV. GEORGE FRAZIER MILLER, D. D., RECTOR (1277, 1182, 1461, 1208)
opportunity-directors: Directors—Bert A. Williams, Barron D. Wilkins, G. L. Young, Maurice Runkle. (1276, 2397, 1461, 2415)
lincoln-name: ...LINCOLN THEATRE... (1315, 1818, 1422, 1863)
st-augustine-picnic-ad (1267, 1067, 1471, 1382)
paragraph: propensities, Miss Helen Henderson; The Hardscratch Twins, who "never tell nothin'," Misses Vera Guilford and Marion Brooks; Mehitable Doolittle, Manufacturer of Catharh Snuff, Miss Margaret Lindsay; Aunt Debby's Summer boarders, fresh from boarding school, Bernice Vernon, Miss Ruth Guilford; Laura Leigh, Miss Irene Peters; Edith Norton, Miss Pearl Day; Clarice Fenleigh, Miss Clarice Vaughan; Fanchon, Miss Vernon's French maid, Miss Iola Yates; Old Clem, the Gipsy, Miss Marion Smith. (262, 5, 490, 176)
theatrical-jottings-headline: THEATRICAL JOTTINGS (262, 346, 490, 379)
masthead-edited-by: Edited by (84, 106, 168, 119)
paragraph: James Leak, a student of A. & M. College, Greensboro, N. C., and son of Dr. R. H. W. Leak, after a brief illness caused by appendicitis, departed this life Saturday evening at the Leonard Hospital. He leaves quite a number of brothers and sisters, mother, father and friends to mourn the loss of this brilliant young man. (1019, 197, 1251, 311)
picnic3-address: 105 Fleet Place (1306, 1512, 1432, 1531)
paragraph: Declaring that special efforts should be made for the uplift of the girls of the South, Miss Mary M. Bethune won the plaudits of the large audience that attended the session of the New York Federation of Colored Women's Clubs, at St. Mark's M. E. Church, Tuesday night. Miss Bethune, who is the principal and founder of the Daytona (Fla.) Educational and Industrial School, spoke on "The Southern Girl—Our Responsibility for Her." (512, 55, 744, 211)
paragraph: Among the invited guests were: Dr. and Mrs. Booker T. Washington and family, Collector and Mrs. Charles W. Anderson, Dr. and Mrs. Fred R. Moore and family, Counsel and Mrs. James W. Johnson, Mr. Rosamond Johnson, Lawyer and Mrs. James L. Curtis, Dr. and Mrs. Albert Reed, Prof. and Mrs. John Hope, Mr. and Mrs. W. L. Hunton, Mr. and Mrs. Emmett Scott, Mr. Nathan Hunton, Mr. and Mrs. Warren Logan, Mr. and Mrs. Charles Kelly, Mr. Chas. Gibbons, Dr. and Mrs. E. P. Roberts, Mr. and Mrs. Lewis Latimer, Mr. and Mrs. Gerald Norman, Dr. and Mrs. George Cannon, Mr. and Mrs. Philip Payton, Dr. and Mrs. W. E. B. Du Bois, Mr. and Mrs. Edward E. Henderson, the Flying Squadron Club, the Upsilon Sigma Club, Mr. Russell Johnson, Mr. and Mrs. McCall, Mr. Russell Hunt, Mr. and Mrs. Gus Mundy, Mr. and Mrs. Tom Jones and family, Mr. Romeo, Mrs. Perkins and family, Mrs. Hayes, Mr. and Mrs. Marcus Holbrook and family, Mr. and Mrs. Alex Hamilton, Miss Mary Cooke, Mr. Arthur Cornither, Mr. and Mrs. C. F. Taylor, Miss Holloway, Mr. and Mrs. Chas. C. Davis, Miss Rebecca Porter, Mr. and Mrs. Ramsey, Misses Caine and Mabel Dublin, Grace Currie, Lotte Karne, Marie Fleming, Pauline Turner, Etta Cameron, Mr. and Mrs. Jackson and family, Mrs. Daisy Tapley, Mrs. Frankie E. Keyser, Mrs. Marie Stuart, Mr. and Mrs. Granville Hurley, Mr. and Mrs. M. Mordah, Mr. Benjamin Withers and mother, Mr. Henry Harding, Misses Fannie Murray, Eugenie McIntyre, Mr. John Nixon, Mr. and Mrs. Jack Seales, Miss Jennie Davis, Mr. Frank Smith, Mr. Frank Carter and Mrs. Richard Hamilton, Miss Mary C. Jackson, Mrs. J. G. Price, Miss Grace Frank, Mr. Julius Thomas, Mr. Jay Clifford, Mr. and Mrs. J. G. Thomas and family, Miss Olivia Virgil, Mr. June Harris, Mr. Clifford Terry, Mr. and Mrs. V. Tandy, Lawyers Philip Thorne and James Watson, Messrs. William Phelps, Clifton Norman, Doctors James Cabanias, Alfred Robinson, Misses Cornelia Hollis, Sarah Moore, Mr. and Mrs. Charlie Harris, Mr. Radcliff Boyd, and Miss Anna M. Nixon. (765, 802, 997, 1497)
frogs-frolic-byline: (By Venry S. Creamer.) (66, 191, 186, 205)
paragraph: Frog Gib Young christened his new Casino at least 80 times during the evening—and if wise launching has anything to do with it—Young's Casino will turn out to be a "floating success." (12, 1467, 240, 1539)
jotting-item: Minstrel Mitchell, of Georgia Camp Meeting Co., is in Howell, Michigan. (262, 482, 490, 512)
casino2-care: Care of Young's Cafe — 126 W. 135th Street (1289, 2106, 1448, 2130)
paragraph: Both bride and groom are well known socially and educationally. The bride is a graduate of the New York Training School for Teachers, and is a licensed teacher in the Elementary Schools, and teacher of physical training in the Evening Recreation Centers and Principal of physical training in the Vacation Playgrounds in summer, for which work last season she received the rating of 100 from the city superintendent. Mrs. Norman is expected to be gifted with some of that native talent possessed by her brother. She achieved quite a success in the play line, having written playlets that celebrations in the (512, 2013, 744, 2227)
masthead-title: Music and the Stage (19, 20, 233, 98)
separator: * * * (350, 1278, 402, 1291)
picnic2-date: Wednesday, July 17, 1912 (1287, 1259, 1450, 1304)
jotting-item: Ray and Taylor are at Baker's Theatre, Dover, N. Y. (262, 388, 490, 418)
jotting-item: The third annual piano recital of the pupils of Augusta I. Boon, pianist of Providence, R. I., was held on Wednesday evening, June 26, at the Matherson Street Church parlors, assisted by Miss Lillian Johnson, soprano, and Miss Ruth Bell, violiniste. The program was excellently rendered to an appreciative audience. (262, 1411, 490, 1525)
casino-opens: OPENS (1330, 260, 1407, 284)
paragraph: "For the Democracy of the whole country we do hereby affirm our faith in the permanence of the Federal Union, our devotion to the Constitution of the United States, with its amendments, universally accepted as a final settlement of the controversies that engendered Civil War, and we do hereby record our steadfast confidence in the perpetuity of republican self-government." (765, 1945, 997, 2089)
column-rule (754, 4, 755, 1777)
nuptials-headline: NORMAN-COLE NUPTIALS. (523, 1275, 733, 1293)
paragraph: Miss Grace Campbell, probation officer of the Court of Special Sessions, made a plea for a detention home for colored girls at the afternoon session. Solos were sung by Mrs. Harriett Charms and Mrs. Hattie Jones. Mrs. M. Tate Eccles gave a recitation, after which the annual election of officers was held. Mrs. Mary Burnett Talbert of Buffalo delivered her annual address as president at the closing session. Alton H. Holsey told of the work of the National Association for the advancement of the Negro, and musical numbers were furnished by Mrs. Daisy Tapley, Miss Andreads Lindsay and Mr. William Holland. Mrs. Booker T. Washington, who was on the program to speak, sent a letter regretting that severe illness compelled her to be absent. Mrs. Washington, in her letter, also praised the work that colored women's clubs are doing in various sections of the country. (512, 921, 744, 1205)
casino2-title: YOUNG'S CASINO (1315, 1975, 1422, 2027)
paragraph: The strike of white musicians in some of the leading vaudeville houses this week gave the managers of the theatres some surprise when they tried to replace the strikers with some well-known colored musicians. The men approached refused, as they were union men. (262, 236, 490, 336)
picnic2-of: OF (1361, 1113, 1377, 1125)
casino-players: James W. Loguen, 1st Tenor — Clarence Tisdale, 2nd Tenor — James Mantell Thomas, 1st Bass — Jas. E. Lightfoot, 2nd Bass — Leon S. Adger, Pianist (1279, 578, 1458, 624)
jotting-item: P. G. Lowery and his concert band and merry vaudeville show opened up with the Big Wallace shows. (262, 840, 490, 884)
casino2-roof: and Roof Garden — 134th St. and Park Ave. (1282, 2027, 1455, 2052)
